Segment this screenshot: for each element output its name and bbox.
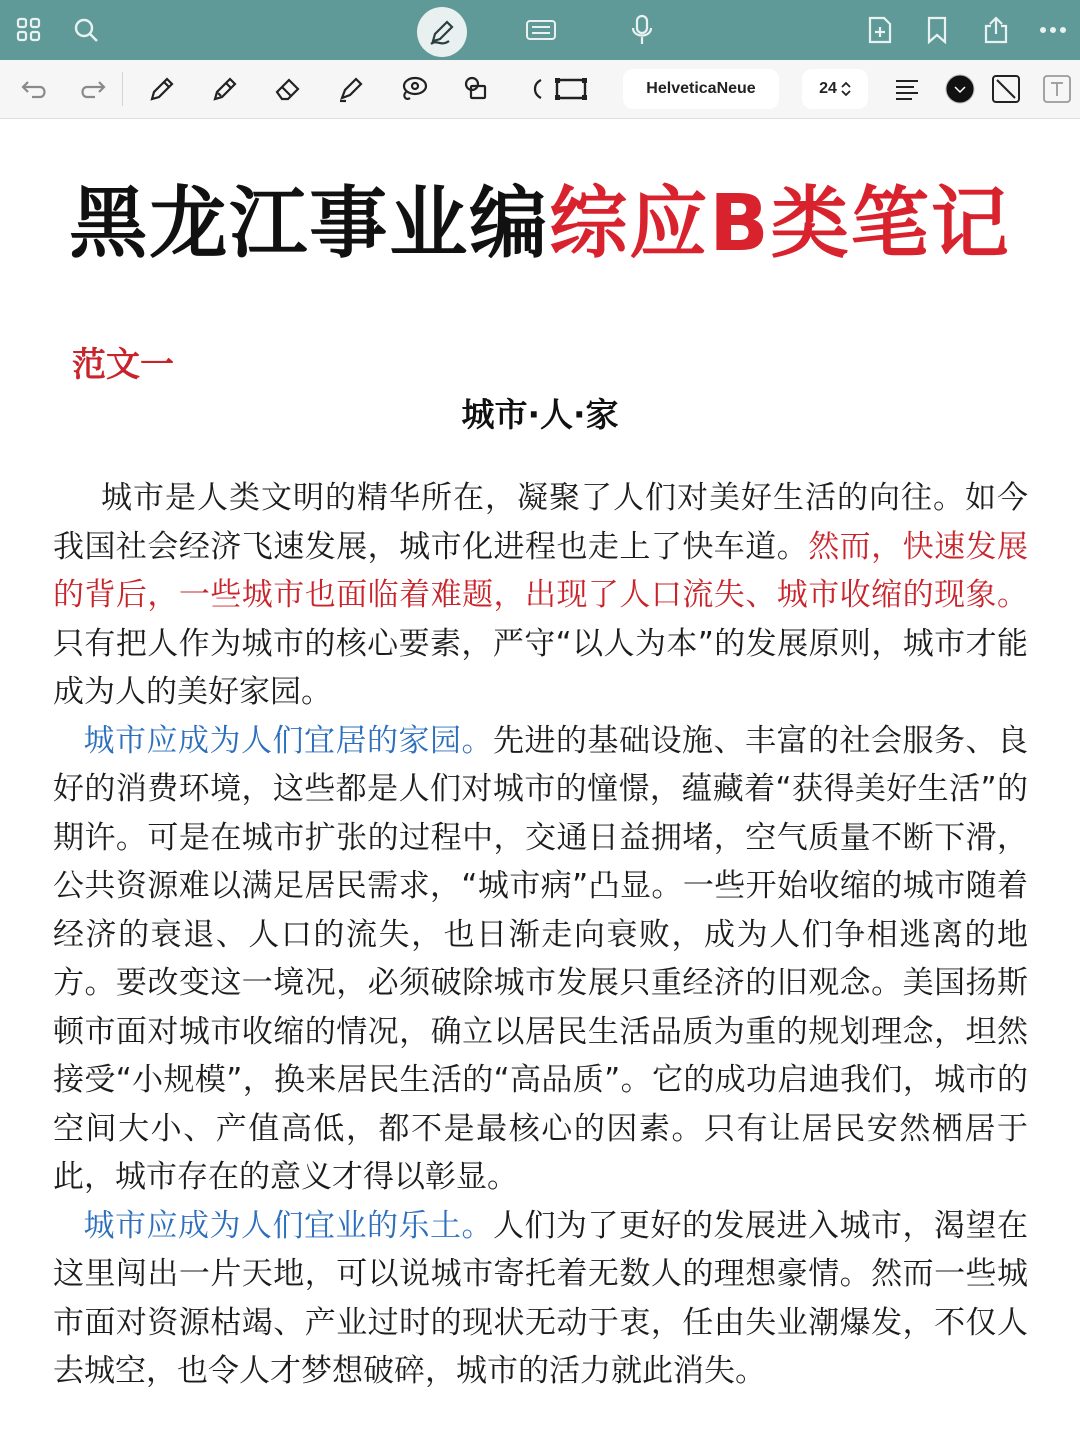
lasso-tool-icon[interactable] [394, 69, 434, 109]
eraser-tool-icon[interactable] [268, 69, 308, 109]
share-icon[interactable] [976, 10, 1016, 50]
title-black-part: 黑龙江事业编 [69, 179, 550, 269]
keyboard-icon[interactable] [521, 10, 561, 50]
search-icon[interactable] [66, 10, 106, 50]
tool-bar [0, 60, 1080, 119]
line-style-icon[interactable] [986, 69, 1026, 109]
partial-tool-icon[interactable] [516, 69, 556, 109]
paragraph-2 [53, 717, 1028, 1202]
grid-icon[interactable] [9, 10, 49, 50]
pen-active-icon[interactable] [417, 7, 467, 57]
essay-title: 城市·人·家 [461, 395, 619, 434]
add-page-icon[interactable] [860, 10, 900, 50]
p1-text-b: 只有把人作为城市的核心要素，严守“以人为本”的发展原则，城市才能成为人的美好家园。 [53, 625, 1028, 710]
p2-topic-sentence: 城市应成为人们宜居的家园。 [83, 722, 493, 759]
font-size-value: 24 [819, 80, 837, 97]
textbox-tool-icon[interactable] [551, 69, 591, 109]
essay-body [53, 474, 1028, 1396]
font-selector[interactable]: HelveticaNeue [623, 69, 779, 109]
text-style-icon[interactable] [1037, 69, 1077, 109]
pen-tool-icon[interactable] [142, 69, 182, 109]
size-stepper-icon [841, 81, 851, 97]
text-color-icon[interactable] [940, 69, 980, 109]
toolbar-divider [122, 72, 123, 106]
top-bar [0, 0, 1080, 60]
p1-highlight-red: 然而，快速发展的背后，一些城市也面临着难题，出现了人口流失、城市收缩的现象。 [53, 528, 1029, 613]
highlighter-tool-icon[interactable] [331, 69, 371, 109]
pencil-tool-icon[interactable] [205, 69, 245, 109]
microphone-icon[interactable] [622, 10, 662, 50]
p2-text: 先进的基础设施、丰富的社会服务、良好的消费环境，这些都是人们对城市的憧憬，蕴藏着“获得美好生活”的期许。可是在城市扩张的过程中，交通日益拥堵，空气质量不断下滑，公共资源难以满足居民需求，“城市病”凸显。一些开始收缩的城市随着经济的衰退、人口的流失，也日渐走向衰败，成为人们争相逃离的地方。要改变这一境况，必须破除城市发展只重经济的旧观念。美国扬斯顿市面对城市收缩的情况，确立以居民生活品质为重的规划理念，坦然接受“小规模”，换来居民生活的“高品质”。它的成功启迪我们，城市的空间大小、产值高低，都不是最核心的因素。只有让居民安然栖居于此，城市存在的意义才得以彰显。 [53, 722, 1028, 1195]
p1-text-a: 城市是人类文明的精华所在，凝聚了人们对美好生活的向往。如今我国社会经济飞速发展，城市化进程也走上了快车道。 [53, 480, 1028, 565]
bookmark-icon[interactable] [917, 10, 957, 50]
shapes-tool-icon[interactable] [457, 69, 497, 109]
p3-text: 人们为了更好的发展进入城市，渴望在这里闯出一片天地，可以说城市寄托着无数人的理想豪情。然而一些城市面对资源枯竭、产业过时的现状无动于衷，任由失业潮爆发，不仅人去城空，也令人才梦想破碎，城市的活力就此消失。 [53, 1207, 1028, 1389]
note-page[interactable] [0, 119, 1080, 1440]
paragraph-3 [53, 1202, 1028, 1396]
title-red-part: 综应B类笔记 [549, 179, 1011, 269]
paragraph-1 [53, 474, 1028, 717]
undo-icon[interactable] [15, 69, 55, 109]
page-title [0, 179, 1080, 269]
more-icon[interactable] [1033, 10, 1073, 50]
font-size-selector[interactable] [802, 69, 868, 109]
p3-topic-sentence: 城市应成为人们宜业的乐土。 [83, 1207, 493, 1244]
redo-icon[interactable] [72, 69, 112, 109]
align-icon[interactable] [887, 69, 927, 109]
section-label: 范文一 [72, 345, 174, 385]
